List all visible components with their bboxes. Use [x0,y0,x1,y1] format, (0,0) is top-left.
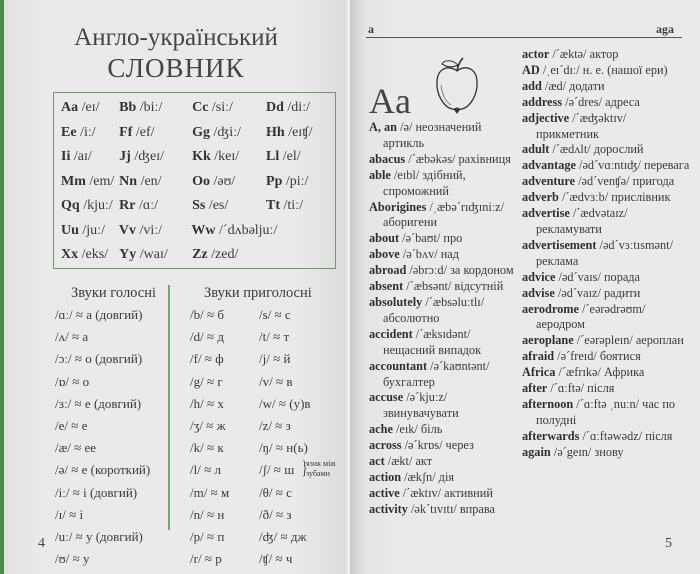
dictionary-entry [522,111,692,143]
entry-definition: /ədˊvɑːntɪʤ/ перевага [575,158,690,173]
entry-definition: /əˊdres/ адреса [562,94,640,109]
dictionary-entry [369,200,519,232]
dictionary-entry [522,397,692,429]
letter-transcription: /tiː/ [283,198,303,214]
apple-icon [432,55,482,115]
headword: afterwards [522,428,580,443]
consonants-heading: Звуки приголосні [204,285,312,301]
letter-transcription: /ef/ [135,124,155,140]
vowel-item: /ɒ/ ≈ о [55,373,90,389]
running-head-right: aga [656,22,674,36]
dictionary-entry [522,333,692,349]
dictionary-entry [369,359,519,391]
letter-transcription: /ʤiː/ [213,124,241,140]
headword: act [369,454,385,469]
entry-definition: /ˊɑːftəwədz/ після [579,428,673,443]
letter: Xx [61,247,79,263]
vowel-item: /ɑː/ ≈ а (довгий) [55,307,143,322]
headword: adverb [522,190,559,205]
letter-transcription: /juː/ [82,222,105,238]
entry-definition: /əˊkaʊntənt/ бухгалтер [383,358,490,389]
dictionary-entry [522,238,692,270]
page-title: Англо-український [74,24,278,51]
headword: add [522,78,542,93]
entry-definition: /ˊeərəpleɪn/ аероплан [573,333,684,348]
letter: Bb [119,100,137,116]
headword: Aborigines [369,199,427,214]
letter-transcription: /el/ [282,149,301,165]
consonant-item: /ʤ/ ≈ дж [259,528,307,544]
vowel-item: /æ/ ≈ ее [55,440,97,456]
headword: advertise [522,206,570,221]
headword: accountant [369,358,428,373]
dictionary-entry [522,79,692,95]
dictionary-entry [522,190,692,206]
dictionary-entry [369,279,519,295]
consonant-item: /n/ ≈ н [190,506,225,522]
headword: across [369,438,402,453]
consonant-item: /θ/ ≈ с [259,484,292,500]
letter: Hh [266,124,285,140]
letter-transcription: /ɑː/ [138,198,158,214]
running-head-left: a [368,22,374,36]
headword: advice [522,269,556,284]
dictionary-entry [369,486,519,502]
header-rule [366,37,682,38]
dictionary-entry [522,381,692,397]
entry-definition: /əˊkrɒs/ через [401,438,474,453]
letter-transcription: /es/ [208,198,229,214]
entry-definition: /ˊædʌlt/ дорослий [549,142,644,157]
dictionary-entry [522,95,692,111]
consonant-item: /s/ ≈ с [259,307,291,322]
page-number: 5 [665,536,672,551]
dictionary-entry [369,120,519,152]
letter-transcription: /iː/ [80,124,96,140]
headword: adjective [522,110,570,125]
dictionary-entry [522,365,692,381]
entry-definition: /ˊeərədrəʊm/ аеродром [536,301,646,332]
dictionary-entry [369,454,519,470]
entry-definition: /ækt/ акт [384,454,433,469]
dictionary-entry [522,63,692,79]
consonant-item: /j/ ≈ й [259,351,291,367]
entry-definition: /əˊkjuːz/ звинувачувати [383,390,459,421]
letter-transcription: /eks/ [81,247,109,263]
entry-definition: /ədˊvɜːtɪsmənt/ реклама [536,237,673,268]
consonant-item: /b/ ≈ б [190,307,224,322]
headword: actor [522,47,550,61]
headword: after [522,381,548,396]
letter: Ii [61,149,71,165]
letter: Ll [266,149,280,165]
headword: afternoon [522,396,574,411]
headword: about [369,231,400,246]
section-letter: Aa [369,81,411,121]
letter: Ee [61,124,77,140]
dictionary-entry [369,470,519,486]
entry-definition: /ˊæktə/ актор [549,47,619,61]
headword: absent [369,279,404,294]
entry-definition: /ˊɑːftə ˌnuːn/ час по полудні [536,396,676,427]
headword: Africa [522,365,556,380]
vowel-item: /ʊ/ ≈ у [55,551,90,567]
consonant-item: /ʃ/ ≈ ш [259,462,295,478]
consonant-item: /ʒ/ ≈ ж [190,417,226,433]
consonant-item: /l/ ≈ л [190,462,221,478]
dictionary-entry [369,390,519,422]
letter: Tt [266,198,281,214]
headword: advantage [522,158,576,173]
letter-transcription: /em/ [89,173,115,189]
letter-transcription: /eɪ/ [81,100,100,116]
dictionary-entry [522,158,692,174]
headword: AD [522,62,540,77]
entry-definition: /əkˊtɪvɪtɪ/ вправа [407,501,495,516]
entry-definition: /ˌeɪˊdɪː/ н. е. (нашої ери) [539,62,668,77]
consonant-item: /z/ ≈ з [259,417,291,433]
letter: Ff [119,124,133,140]
dictionary-entry [522,142,692,158]
letter-transcription: /keɪ/ [214,149,240,165]
consonant-item: /r/ ≈ р [190,551,222,567]
vowel-item: /e/ ≈ е [55,417,88,433]
dictionary-entry [369,247,519,263]
entries-column-1 [369,120,519,518]
consonant-item: /m/ ≈ м [190,484,230,500]
dictionary-entry [369,295,519,327]
entry-definition: /eɪbl/ здібний, спроможний [383,167,466,198]
vowel-item: /ɜː/ ≈ е (довгий) [55,395,142,411]
letter-transcription: /əʊ/ [213,173,236,189]
letter-transcription: /zed/ [211,247,239,263]
headword: aeroplane [522,333,574,348]
entry-definition: /æd/ додати [541,78,605,93]
consonant-item: /h/ ≈ х [190,395,224,411]
letter: Dd [266,100,284,116]
consonant-item: /d/ ≈ д [190,329,224,345]
letter: Ww [191,222,216,238]
letter-transcription: /waɪ/ [139,247,168,263]
letter: Uu [61,222,79,238]
headword: ache [369,422,393,437]
letter: Cc [192,100,209,116]
headword: aerodrome [522,301,579,316]
entry-definition: /əˊbʌv/ над [399,247,460,262]
vowel-item: /ə/ ≈ е (короткий) [55,462,151,478]
consonant-item: /k/ ≈ к [190,440,224,456]
dictionary-entry [522,302,692,334]
letter: Yy [119,247,137,263]
consonant-item: /ð/ ≈ з [259,506,292,522]
vowel-item: /ʌ/ ≈ а [55,329,89,345]
entry-definition: /ˊæfrɪkə/ Африка [555,365,645,380]
letter: Kk [192,149,211,165]
headword: address [522,94,563,109]
letter-transcription: /ˊdʌbəljuː/ [219,222,278,238]
headword: accident [369,326,413,341]
dictionary-entry [369,263,519,279]
letter: Nn [119,173,138,189]
letter: Aa [61,100,79,116]
dictionary-entry [522,206,692,238]
consonant-item: /t/ ≈ т [259,329,290,345]
letter: Vv [118,222,136,238]
headword: abroad [369,263,407,278]
dictionary-entry [522,286,692,302]
dictionary-entry [369,152,519,168]
brace-icon: } [301,458,308,479]
entry-definition: /ˊæʤəktɪv/ прикметник [536,110,627,141]
letter-transcription: /biː/ [139,100,163,116]
headword: activity [369,501,408,516]
headword: abacus [369,151,406,166]
letter: Oo [192,173,210,189]
letter-transcription: /siː/ [211,100,233,116]
vowels-heading: Звуки голосні [71,285,157,301]
entry-definition: /əˊfreɪd/ боятися [554,349,641,364]
entry-definition: /eɪk/ біль [392,422,443,437]
dictionary-entry [522,270,692,286]
dictionary-entry [369,168,519,200]
letter: Pp [266,173,283,189]
letter: Zz [192,247,208,263]
headword: action [369,469,402,484]
consonant-item: /ŋ/ ≈ н(ь) [259,440,308,456]
letter: Qq [61,198,80,214]
vowel-item: /ɔː/ ≈ о (довгий) [55,351,143,367]
consonant-item: /f/ ≈ ф [190,351,224,367]
dictionary-entry [369,327,519,359]
headword: able [369,167,391,182]
headword: A, an [369,120,398,134]
headword: active [369,485,400,500]
dictionary-entry [522,47,692,63]
entry-definition: /ˊæksɪdənt/ нещасний випадок [383,326,482,357]
headword: adult [522,142,550,157]
vowel-item: /uː/ ≈ у (довгий) [55,528,143,544]
entry-definition: /ə/ неозначений артикль [383,120,482,150]
consonant-item: /p/ ≈ п [190,528,225,544]
entry-definition: /ˊædvətaɪz/ рекламувати [536,206,628,236]
brace-note-line1: язик між [306,459,336,468]
entry-definition: /ədˊvaɪs/ порада [555,269,641,284]
letter-transcription: /diː/ [287,100,310,116]
entry-definition: /ˊædvɜːb/ прислівник [558,190,671,205]
entry-definition: /əˊgeɪn/ знову [550,444,624,459]
entry-definition: /ˊæbəkəs/ рахівниця [405,151,511,166]
dictionary-entry [369,422,519,438]
letter-transcription: /en/ [140,173,162,189]
headword: above [369,247,400,262]
vowel-item: /ɪ/ ≈ і [55,506,84,522]
entries-column-2 [522,47,692,461]
entry-definition: /ədˊvaɪz/ радити [554,285,641,300]
dictionary-entry [522,174,692,190]
letter: Gg [192,124,210,140]
entry-definition: /ækʃn/ дія [401,469,455,484]
consonant-item: /g/ ≈ г [190,373,223,389]
dictionary-entry [522,349,692,365]
headword: advertisement [522,237,597,252]
headword: afraid [522,349,555,364]
letter: Jj [119,149,131,165]
consonant-item: /ʧ/ ≈ ч [259,551,293,567]
entry-definition: /ˊæbsənt/ відсутній [403,279,504,294]
page-number: 4 [38,536,45,551]
entry-definition: /əˊbaʊt/ про [399,231,463,246]
entry-definition: /əbrɔːd/ за кордоном [406,263,514,278]
letter-transcription: /eɪʧ/ [288,124,313,140]
consonant-item: /v/ ≈ в [259,373,293,389]
letter-transcription: /kjuː/ [83,198,113,214]
headword: advise [522,285,555,300]
letter-transcription: /viː/ [139,222,163,238]
headword: again [522,444,551,459]
page-subtitle: СЛОВНИК [107,53,245,83]
letter-transcription: /piː/ [285,173,309,189]
consonant-item: /w/ ≈ (у)в [259,395,311,411]
letter: Ss [192,198,206,214]
entry-definition: /ˊæktɪv/ активний [399,485,493,500]
headword: absolutely [369,294,423,309]
vowel-item: /iː/ ≈ і (довгий) [55,484,138,500]
entry-definition: /ˊæbsəluːtlɪ/ абсолютно [383,294,485,325]
letter-transcription: /aɪ/ [73,149,92,165]
headword: adventure [522,174,576,189]
brace-note-line2: зубами [306,469,330,478]
entry-definition: /ˊɑːftə/ після [547,381,615,396]
dictionary-entry [369,231,519,247]
letter: Rr [119,198,136,214]
entry-definition: /ˌæbəˊrɪʤɪniːz/ аборигени [383,199,505,230]
letter-transcription: /ʤeɪ/ [134,149,165,165]
dictionary-entry [522,445,692,461]
dictionary-entry [369,502,519,518]
headword: accuse [369,390,404,405]
dictionary-entry [369,438,519,454]
letter: Mm [61,173,86,189]
dictionary-entry [522,429,692,445]
entry-definition: /ədˊvenʧə/ пригода [575,174,675,189]
